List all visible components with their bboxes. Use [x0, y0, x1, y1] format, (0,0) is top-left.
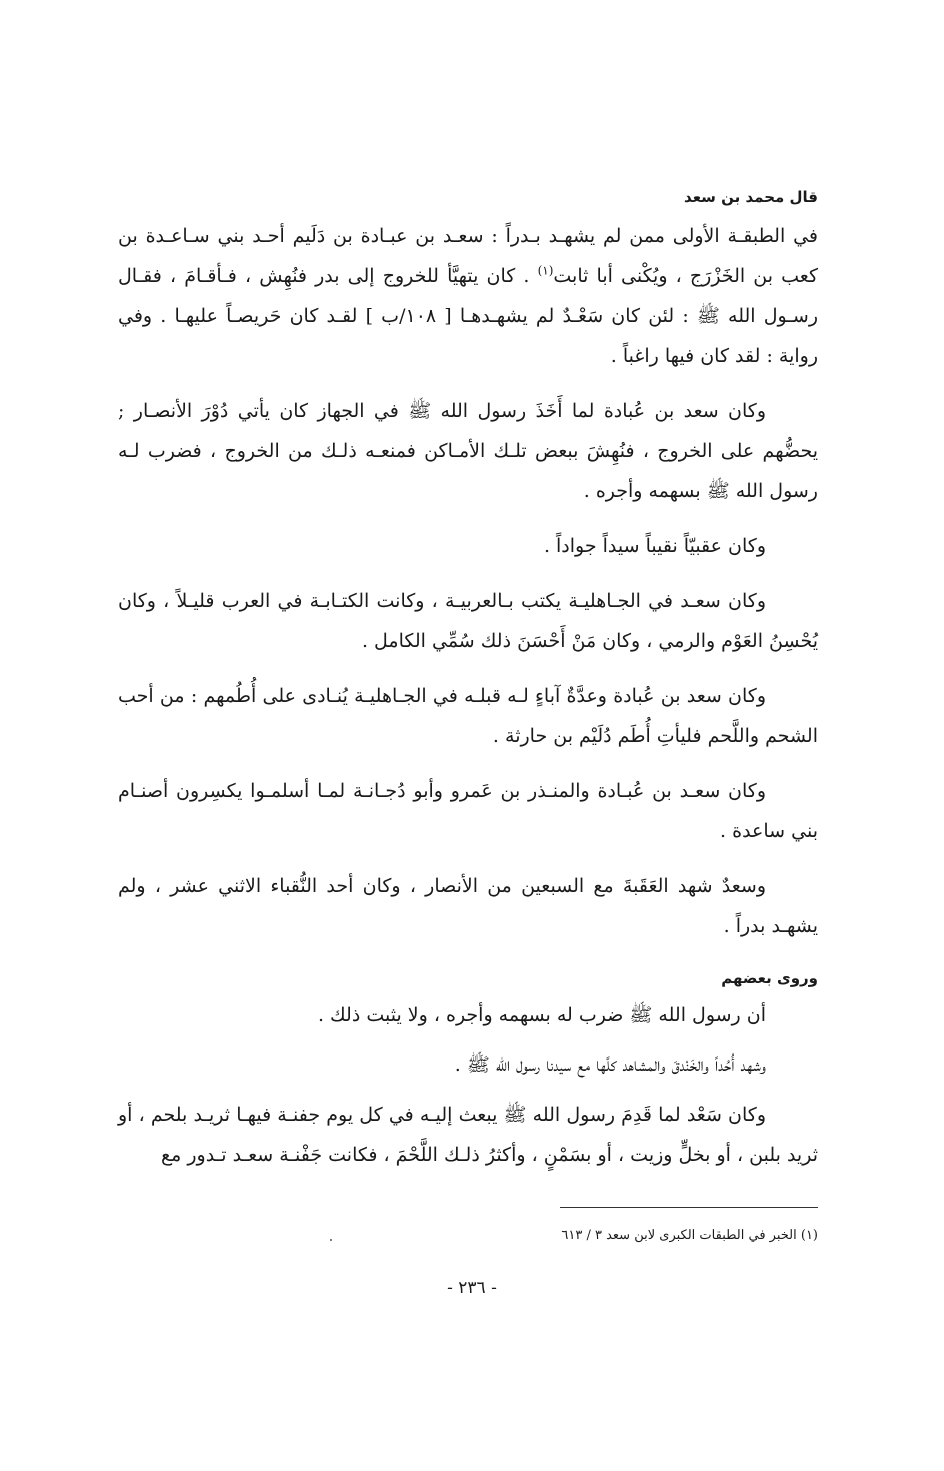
- footnote: (١) الخبر في الطبقات الكبرى لابن سعد ٣ / ٦١٣: [561, 1228, 818, 1243]
- paragraph-1-text-b: . كان يتهيَّأ للخروج إلى بدر فنُهِش ، فـأقـامَ ، فقـال رسـول الله ﷺ : لئن كان سَعْـدٌ لم يشهـدهـا [ ١٠٨/ب ] لقـد كان حَريصـاً عليهـا . وفي رواية : لقد كان فيها راغباً .: [118, 265, 818, 367]
- main-text-block: [118, 188, 818, 961]
- final-paragraph: وكان سَعْد لما قَدِمَ رسول الله ﷺ يبعث إليـه في كل يوم جفنـة فيهـا ثريـد بلحم ، أو ثريد بلبن ، أو بخلٍّ وزيت ، أو بسَمْنٍ ، وأكثرُ ذلـك اللَّحْمَ ، فكانت جَفْنـة سعـد تـدور مع: [118, 1104, 818, 1166]
- paragraph-6: وكان سعـد بن عُبـادة والمنـذر بن عَمرو وأبو دُجـانـة لمـا أسلمـوا يكسِرون أصنـام بني ساعدة .: [118, 780, 818, 842]
- secondary-text-block: [118, 965, 818, 1190]
- sub-paragraph-1: أن رسول الله ﷺ ضرب له بسهمه وأجره ، ولا يثبت ذلك .: [317, 1004, 766, 1026]
- subsection-heading: وروى بعضهم: [721, 969, 818, 987]
- paragraph-1-text-a: في الطبقـة الأولى ممن لم يشهـد بـدراً : سعـد بن عبـادة بن دَلَيم أحـد بني سـاعـدة بن كعب بن الخَزْرَج ، ويُكْنى أبا ثابت: [118, 225, 818, 287]
- footnote-reference[interactable]: (١): [537, 263, 554, 278]
- paragraph-1: [118, 216, 818, 376]
- paragraph-7: وسعدٌ شهد العَقَبةَ مع السبعين من الأنصار ، وكان أحد النُّقباء الاثني عشر ، ولم يشهـد بدراً .: [118, 875, 818, 937]
- sub-paragraph-2: وشهد أُحُداً والخَنْدقَ والمشاهد كلَّها مع سيدنا رسول الله ﷺ .: [454, 1054, 766, 1076]
- section-heading: قال محمد بن سعد: [684, 188, 818, 206]
- paragraph-4: وكان سعـد في الجـاهليـة يكتب بـالعربيـة ، وكانت الكتـابـة في العرب قليـلاً ، وكان يُحْسِنُ العَوْم والرمي ، وكان مَنْ أَحْسَنَ ذلك سُمِّي الكامل .: [118, 590, 818, 652]
- page-number: - ٢٣٦ -: [447, 1278, 497, 1298]
- paragraph-5: وكان سعد بن عُبادة وعدَّةٌ آباءٍ لـه قبلـه في الجـاهليـة يُنـادى على أُطُمهم : من أحب الشحم واللَّحم فليأتِ أُطَم دُلَيْم بن حارثة .: [118, 685, 818, 747]
- paragraph-2: وكان سعد بن عُبادة لما أَخَذَ رسول الله ﷺ في الجهاز كان يأتي دُوْرَ الأنصـار ; يحضُّهم على الخروج ، فنُهِشَ ببعض تلـك الأمـاكن فمنعـه ذلـك من الخروج ، فضرب لـه رسول الله ﷺ بسهمه وأجره .: [118, 400, 818, 502]
- paragraph-3: وكان عقبيّاً نقيباً سيداً جواداً .: [543, 535, 766, 557]
- footnote-divider: [560, 1207, 818, 1208]
